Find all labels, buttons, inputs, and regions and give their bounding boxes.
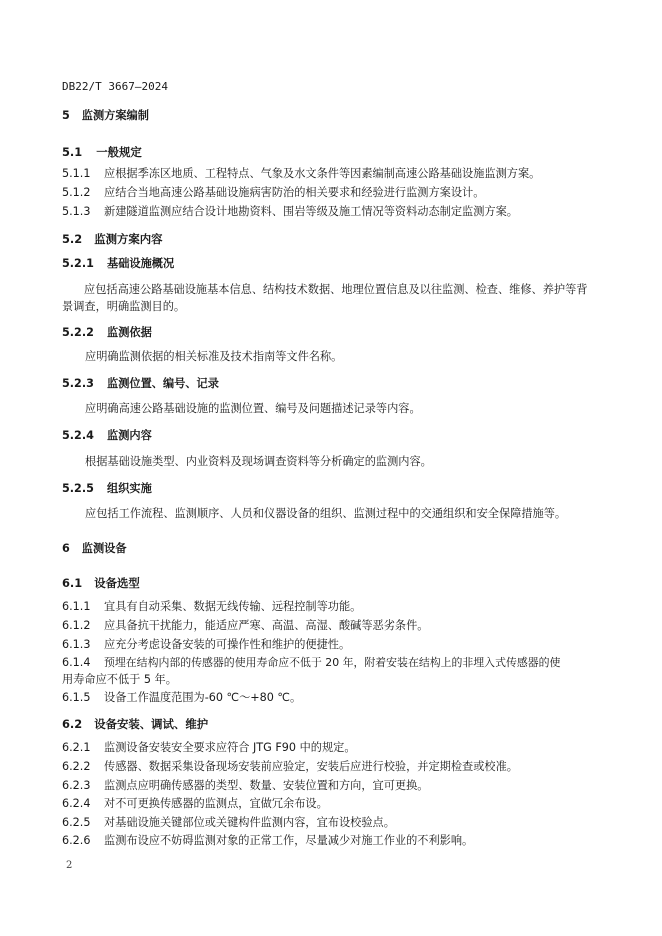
section-title: 监测设备: [81, 542, 127, 555]
subsection-6-1-heading: 6.1 设备选型: [62, 576, 140, 590]
subsection-5-2-heading: 5.2 监测方案内容: [62, 232, 163, 246]
subsection-6-2-heading: 6.2 设备安装、调试、维护: [62, 717, 209, 731]
section-number: 5: [62, 109, 70, 122]
section-number: 6: [62, 542, 70, 555]
subsection-5-1-heading: 5.1 一般规定: [62, 145, 142, 159]
doc-code: DB22/T 3667—2024: [62, 80, 168, 93]
clause-6-1-5: 6.1.5 设备工作温度范围为-60 ℃～+80 ℃。: [62, 691, 302, 704]
clause-5-1-3: 5.1.3 新建隧道监测应结合设计地勘资料、围岩等级及施工情况等资料动态制定监测方案。: [62, 205, 518, 218]
clause-6-1-1: 6.1.1 宜具有自动采集、数据无线传输、远程控制等功能。: [62, 600, 362, 613]
clause-5-2-2-heading: 5.2.2 监测依据: [62, 326, 152, 339]
clause-5-2-1-heading: 5.2.1 基础设施概况: [62, 257, 175, 270]
clause-5-2-2-text: 应明确监测依据的相关标准及技术指南等文件名称。: [85, 350, 343, 363]
clause-6-2-1: 6.2.1 监测设备安装安全要求应符合 JTG F90 中的规定。: [62, 741, 356, 754]
clause-6-1-4-continued: 用寿命应不低于 5 年。: [62, 673, 177, 686]
clause-6-2-3: 6.2.3 监测点应明确传感器的类型、数量、安装位置和方向，宜可更换。: [62, 779, 429, 792]
clause-6-2-4: 6.2.4 对不可更换传感器的监测点，宜做冗余布设。: [62, 797, 328, 810]
clause-5-1-1: 5.1.1 应根据季冻区地质、工程特点、气象及水文条件等因素编制高速公路基础设施监测方案。: [62, 167, 541, 180]
clause-6-1-3: 6.1.3 应充分考虑设备安装的可操作性和维护的便捷性。: [62, 638, 351, 651]
section-6-heading: [62, 542, 127, 556]
section-5-heading: [62, 109, 149, 123]
clause-5-2-5-heading: 5.2.5 组织实施: [62, 482, 152, 495]
clause-6-2-6: 6.2.6 监测布设应不妨碍监测对象的正常工作，尽量减少对施工作业的不利影响。: [62, 834, 474, 847]
clause-5-2-1-text: 应包括高速公路基础设施基本信息、结构技术数据、地理位置信息及以往监测、检查、维修、养护等背景调查，明确监测目的。: [62, 283, 588, 313]
clause-5-2-4-text: 根据基础设施类型、内业资料及现场调查资料等分析确定的监测内容。: [85, 455, 432, 468]
clause-6-2-2: 6.2.2 传感器、数据采集设备现场安装前应验定，安装后应进行校验，并定期检查或校准。: [62, 760, 518, 773]
clause-6-1-2: 6.1.2 应具备抗干扰能力，能适应严寒、高温、高湿、酸碱等恶劣条件。: [62, 619, 429, 632]
clause-5-2-3-text: 应明确高速公路基础设施的监测位置、编号及问题描述记录等内容。: [85, 402, 421, 415]
clause-5-1-2: 5.1.2 应结合当地高速公路基础设施病害防治的相关要求和经验进行监测方案设计。: [62, 186, 485, 199]
clause-5-2-4-heading: 5.2.4 监测内容: [62, 429, 152, 442]
clause-5-2-5-text: 应包括工作流程、监测顺序、人员和仪器设备的组织、监测过程中的交通组织和安全保障措施等。: [85, 507, 567, 520]
page-number: 2: [66, 860, 73, 871]
clause-6-2-5: 6.2.5 对基础设施关键部位或关键构件监测内容，宜布设校验点。: [62, 816, 395, 829]
section-title: 监测方案编制: [81, 109, 149, 122]
clause-6-1-4: 6.1.4 预埋在结构内部的传感器的使用寿命应不低于 20 年，附着安装在结构上的非埋入式传感器的使: [62, 656, 561, 669]
clause-5-2-3-heading: 5.2.3 监测位置、编号、记录: [62, 377, 219, 390]
